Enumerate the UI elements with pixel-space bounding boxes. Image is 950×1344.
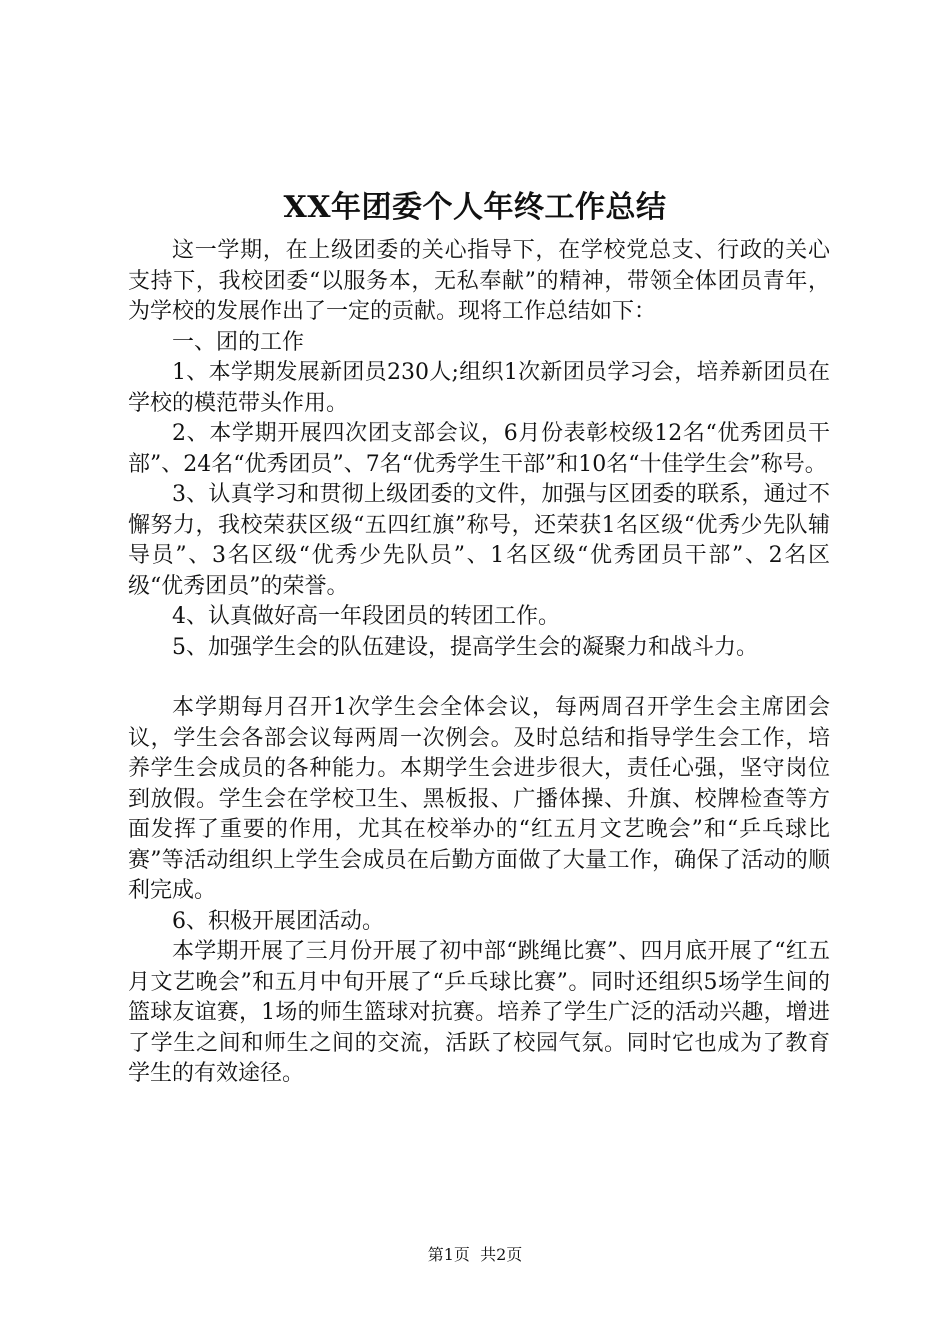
list-item-4: 4、认真做好高一年段团员的转团工作。 [172,604,560,629]
section-heading: 一、团的工作 [172,329,305,355]
list-item-2: 2、本学期开展四次团支部会议，6月份表彰校级12名“优秀团员干部”、24名“优秀团员”、7名“优秀学生干部”和10名“十佳学生会”称号。 [128,421,830,477]
document-title: XX年团委个人年终工作总结 [283,190,667,225]
list-item-6: 6、积极开展团活动。 [172,908,384,934]
page-footer [0,1244,950,1266]
paragraph-intro: 这一学期，在上级团委的关心指导下，在学校党总支、行政的关心支持下，我校团委“以服务本，无私奉献”的精神，带领全体团员青年，为学校的发展作出了一定的贡献。现将工作总结如下： [128,238,830,324]
page-number: 第1页 [427,1245,470,1264]
paragraph-activities: 本学期开展了三月份开展了初中部“跳绳比赛”、四月底开展了“红五月文艺晚会”和五月中旬开展了“乒乓球比赛”。同时还组织5场学生间的篮球友谊赛，1场的师生篮球对抗赛。培养了学生广泛的活动兴趣，增进了学生之间和师生之间的交流，活跃了校园气氛。同时它也成为了教育学生的有效途径。 [128,939,830,1086]
list-item-3: 3、认真学习和贯彻上级团委的文件，加强与区团委的联系，通过不懈努力，我校荣获区级“五四红旗”称号，还荣获1名区级“优秀少先队辅导员”、3名区级“优秀少先队员”、1名区级“优秀团员干部”、2名区级“优秀团员”的荣誉。 [128,482,830,599]
footer-spacer [470,1245,480,1264]
paragraph-gap [128,663,830,693]
page-total: 共2页 [480,1245,523,1264]
list-item-5: 5、加强学生会的队伍建设，提高学生会的凝聚力和战斗力。 [172,634,758,660]
document-body [128,236,830,1090]
list-item-1: 1、本学期发展新团员230人;组织1次新团员学习会，培养新团员在学校的模范带头作用。 [128,360,830,416]
paragraph-student-union: 本学期每月召开1次学生会全体会议，每两周召开学生会主席团会议，学生会各部会议每两周一次例会。及时总结和指导学生会工作，培养学生会成员的各种能力。本期学生会进步很大，责任心强，坚守岗位到放假。学生会在学校卫生、黑板报、广播体操、升旗、校牌检查等方面发挥了重要的作用，尤其在校举办的“红五月文艺晚会”和“乒乓球比赛”等活动组织上学生会成员在后勤方面做了大量工作，确保了活动的顺利完成。 [128,695,830,903]
